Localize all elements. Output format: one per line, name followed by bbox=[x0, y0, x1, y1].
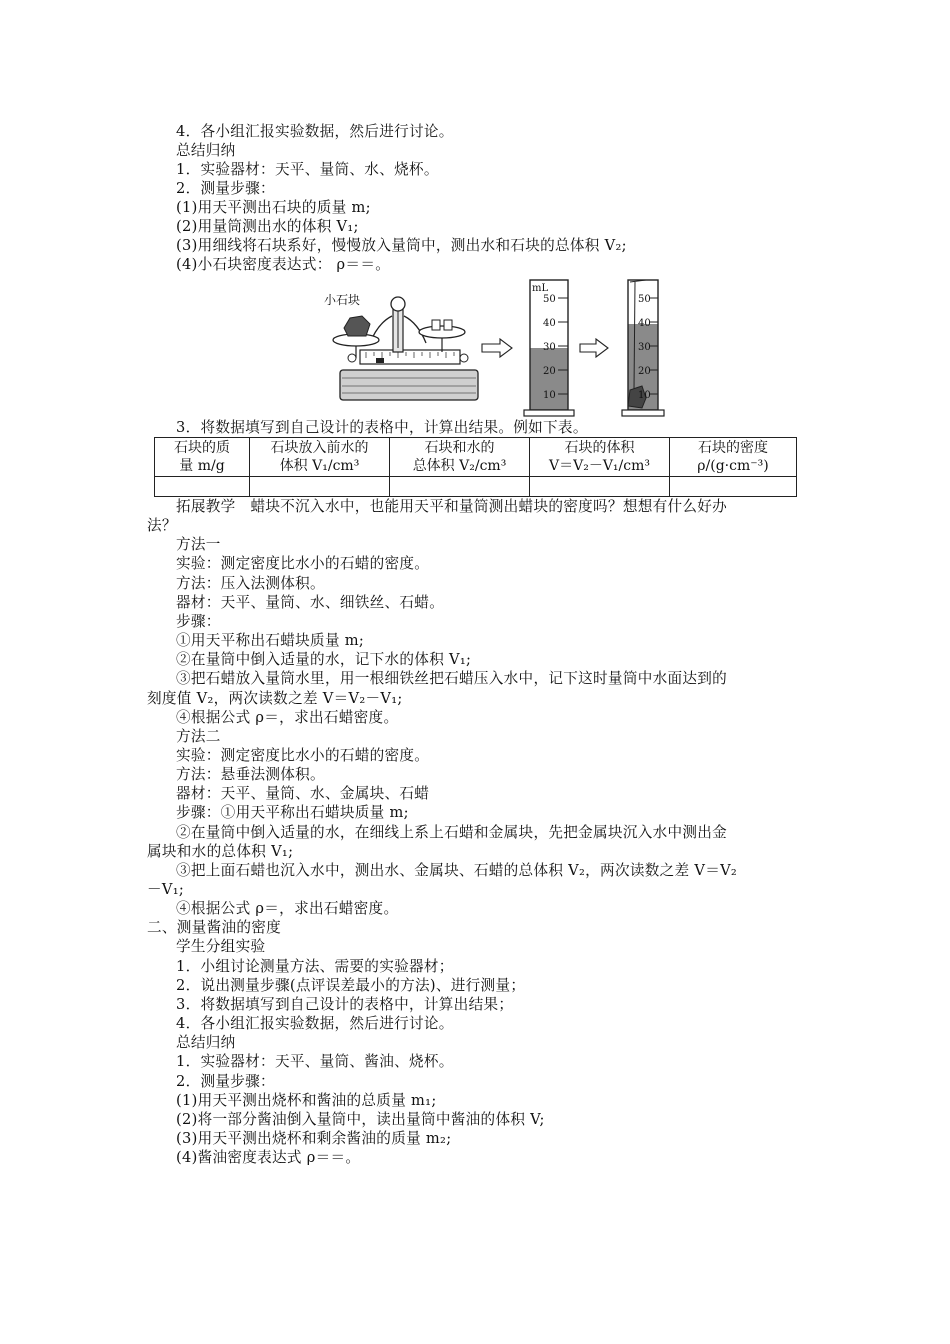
tick-label: 40 bbox=[543, 318, 556, 329]
arrow-right-icon bbox=[482, 339, 512, 357]
text-line: 4．各小组汇报实验数据，然后进行讨论。 bbox=[176, 1015, 454, 1033]
text-line: 步骤：①用天平称出石蜡块质量 m; bbox=[176, 804, 409, 822]
tick-label: 30 bbox=[638, 342, 651, 353]
text-line: 方法：悬垂法测体积。 bbox=[176, 766, 325, 784]
text-line: 学生分组实验 bbox=[176, 938, 266, 956]
stone-label: 小石块 bbox=[324, 293, 361, 307]
tick-label: 10 bbox=[543, 390, 556, 401]
text-line: (2)用量筒测出水的体积 V₁; bbox=[176, 218, 359, 235]
text-line: (4)酱油密度表达式 ρ＝＝。 bbox=[176, 1149, 361, 1167]
text-line: ①用天平称出石蜡块质量 m; bbox=[176, 632, 365, 650]
tick-label: 40 bbox=[638, 318, 651, 329]
table-header-cell: 石块的体积 V＝V₂－V₁/cm³ bbox=[530, 438, 670, 477]
text-line: 方法二 bbox=[176, 727, 221, 745]
text-line: (2)将一部分酱油倒入量筒中，读出量筒中酱油的体积 V; bbox=[176, 1110, 545, 1128]
text-line: (1)用天平测出石块的质量 m; bbox=[176, 199, 371, 216]
text-line: 1．实验器材：天平、量筒、水、烧杯。 bbox=[176, 161, 439, 178]
text-line: 刻度值 V₂，两次读数之差 V＝V₂－V₁; bbox=[147, 689, 403, 707]
text-line: 实验：测定密度比水小的石蜡的密度。 bbox=[176, 746, 430, 764]
tick-label: 20 bbox=[543, 366, 556, 377]
table-cell bbox=[155, 477, 250, 497]
text-line: (3)用天平测出烧杯和剩余酱油的质量 m₂; bbox=[176, 1129, 452, 1147]
balance-illustration bbox=[333, 297, 478, 400]
text-line: ②在量筒中倒入适量的水，记下水的体积 V₁; bbox=[176, 651, 472, 669]
text-line: 步骤： bbox=[176, 612, 221, 630]
text-line: 器材：天平、量筒、水、细铁丝、石蜡。 bbox=[176, 593, 445, 611]
text-line: 拓展教学 蜡块不沉入水中，也能用天平和量筒测出蜡块的密度吗？想想有什么好办 bbox=[176, 498, 728, 515]
text-line: ③把上面石蜡也沉入水中，测出水、金属块、石蜡的总体积 V₂，两次读数之差 V＝V₂ bbox=[176, 861, 738, 879]
experiment-figure bbox=[324, 278, 660, 418]
text-line: 2．测量步骤： bbox=[176, 180, 275, 197]
tick-label: 50 bbox=[543, 294, 556, 305]
data-table bbox=[154, 437, 797, 497]
tick-label: 20 bbox=[638, 366, 651, 377]
table-header-cell: 石块和水的 总体积 V₂/cm³ bbox=[390, 438, 530, 477]
text-line: 二、测量酱油的密度 bbox=[147, 919, 282, 937]
text-line: 1．实验器材：天平、量筒、酱油、烧杯。 bbox=[176, 1053, 454, 1071]
text-line: 法？ bbox=[147, 517, 177, 535]
tick-label: 10 bbox=[638, 390, 651, 401]
arrow-right-icon bbox=[580, 339, 608, 357]
table-cell bbox=[390, 477, 530, 497]
text-line: ④根据公式 ρ＝，求出石蜡密度。 bbox=[176, 900, 399, 918]
text-line: 4．各小组汇报实验数据，然后进行讨论。 bbox=[176, 123, 454, 140]
unit-label: mL bbox=[532, 283, 549, 294]
tick-label: 50 bbox=[638, 294, 651, 305]
text-line: (3)用细线将石块系好，慢慢放入量筒中，测出水和石块的总体积 V₂; bbox=[176, 237, 627, 254]
table-intro: 3．将数据填写到自己设计的表格中，计算出结果。例如下表。 bbox=[176, 419, 588, 436]
text-line: 总结归纳 bbox=[176, 142, 236, 159]
text-line: 实验：测定密度比水小的石蜡的密度。 bbox=[176, 555, 430, 573]
text-line: 2．说出测量步骤(点评误差最小的方法)、进行测量； bbox=[176, 976, 526, 994]
text-line: (1)用天平测出烧杯和酱油的总质量 m₁; bbox=[176, 1091, 437, 1109]
text-line: 方法一 bbox=[176, 536, 221, 554]
text-line: 1．小组讨论测量方法、需要的实验器材； bbox=[176, 957, 454, 975]
text-line: ②在量筒中倒入适量的水，在细线上系上石蜡和金属块，先把金属块沉入水中测出金 bbox=[176, 823, 728, 841]
table-cell bbox=[670, 477, 797, 497]
text-line: (4)小石块密度表达式： ρ＝＝。 bbox=[176, 256, 391, 273]
text-line: 方法：压入法测体积。 bbox=[176, 574, 325, 592]
text-line: －V₁; bbox=[147, 881, 185, 898]
table-cell bbox=[530, 477, 670, 497]
tick-label: 30 bbox=[543, 342, 556, 353]
text-line: 属块和水的总体积 V₁; bbox=[147, 842, 294, 860]
text-line: 器材：天平、量筒、水、金属块、石蜡 bbox=[176, 785, 430, 803]
table-header-cell: 石块的密度 ρ/(g·cm⁻³) bbox=[670, 438, 797, 477]
table-cell bbox=[250, 477, 390, 497]
text-line: ④根据公式 ρ＝，求出石蜡密度。 bbox=[176, 708, 399, 726]
text-line: 3．将数据填写到自己设计的表格中，计算出结果； bbox=[176, 995, 514, 1013]
text-line: ③把石蜡放入量筒水里，用一根细铁丝把石蜡压入水中，记下这时量筒中水面达到的 bbox=[176, 670, 728, 688]
text-line: 2．测量步骤： bbox=[176, 1072, 275, 1090]
text-line: 总结归纳 bbox=[176, 1034, 236, 1052]
table-header-cell: 石块放入前水的 体积 V₁/cm³ bbox=[250, 438, 390, 477]
table-header-cell: 石块的质 量 m/g bbox=[155, 438, 250, 477]
